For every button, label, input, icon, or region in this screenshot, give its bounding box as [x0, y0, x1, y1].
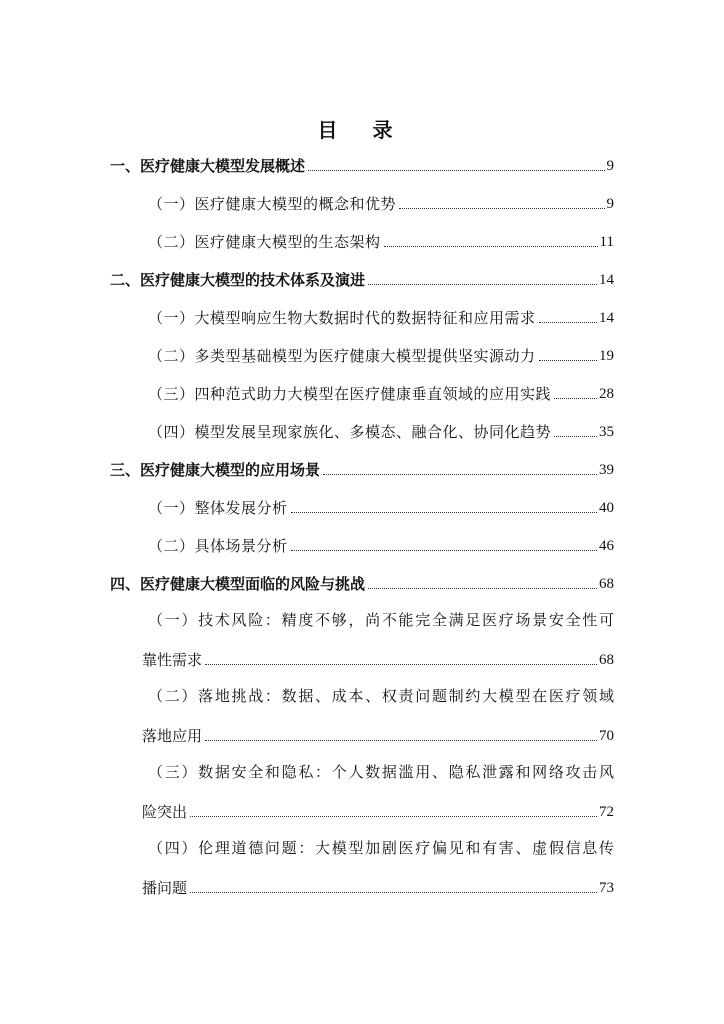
toc-page-number: 40 [599, 500, 614, 516]
toc-entry-2-2[interactable] [148, 342, 614, 366]
toc-leader-dots [539, 360, 597, 361]
toc-entry-4-2-line1[interactable]: （二）落地挑战：数据、成本、权责问题制约大模型在医疗领域 [148, 687, 614, 705]
toc-leader-dots [399, 208, 604, 209]
toc-page-number: 19 [599, 348, 614, 364]
toc-entry-label: （二）具体场景分析 [148, 537, 288, 555]
toc-entry-4-1-line1[interactable]: （一）技术风险：精度不够，尚不能完全满足医疗场景安全性可 [148, 611, 614, 629]
toc-leader-dots [308, 170, 604, 171]
toc-page-number: 14 [599, 310, 614, 326]
toc-entry-section-2[interactable] [110, 266, 614, 290]
toc-page-number: 14 [599, 272, 614, 288]
toc-entry-label: 四、医疗健康大模型面临的风险与挑战 [110, 575, 366, 593]
toc-leader-dots [539, 322, 597, 323]
toc-entry-label: 播问题 [142, 879, 188, 897]
toc-entry-label: 险突出 [142, 803, 188, 821]
toc-page-number: 39 [599, 462, 614, 478]
toc-page-number: 9 [606, 196, 614, 212]
toc-page-number: 46 [599, 538, 614, 554]
toc-page-number: 28 [599, 386, 614, 402]
page-title: 目 录 [317, 118, 407, 142]
toc-entry-label: 三、医疗健康大模型的应用场景 [110, 461, 321, 479]
toc-entry-section-4[interactable] [110, 570, 614, 594]
toc-entry-4-4-line2[interactable] [142, 874, 614, 898]
toc-entry-section-3[interactable] [110, 456, 614, 480]
toc-page-number: 68 [599, 576, 614, 592]
toc-entry-2-1[interactable] [148, 304, 614, 328]
toc-entry-section-1[interactable] [110, 152, 614, 176]
toc-entry-4-2-line2[interactable] [142, 722, 614, 746]
toc-entry-label: （一）整体发展分析 [148, 499, 288, 517]
toc-page-number: 70 [599, 728, 614, 744]
toc-leader-dots [384, 246, 598, 247]
toc-entry-label: 靠性需求 [142, 651, 203, 669]
toc-leader-dots [190, 816, 597, 817]
toc-page-number: 73 [599, 880, 614, 896]
toc-entry-label: （二）医疗健康大模型的生态架构 [148, 233, 381, 251]
toc-entry-4-1-line2[interactable] [142, 646, 614, 670]
toc-entry-label: （三）四种范式助力大模型在医疗健康垂直领域的应用实践 [148, 385, 552, 403]
toc-leader-dots [205, 740, 597, 741]
toc-page-number: 72 [599, 804, 614, 820]
toc-entry-label: 一、医疗健康大模型发展概述 [110, 157, 306, 175]
toc-entry-4-4-line1[interactable]: （四）伦理道德问题：大模型加剧医疗偏见和有害、虚假信息传 [148, 839, 614, 857]
toc-page-number: 9 [606, 158, 614, 174]
toc-leader-dots [205, 664, 597, 665]
toc-leader-dots [368, 284, 597, 285]
toc-leader-dots [368, 588, 597, 589]
toc-entry-label: 落地应用 [142, 727, 203, 745]
toc-entry-3-2[interactable] [148, 532, 614, 556]
toc-leader-dots [190, 892, 597, 893]
toc-entry-label: 二、医疗健康大模型的技术体系及演进 [110, 271, 366, 289]
toc-entry-label: （一）医疗健康大模型的概念和优势 [148, 195, 397, 213]
toc-entry-2-3[interactable] [148, 380, 614, 404]
toc-leader-dots [323, 474, 597, 475]
toc-page-number: 35 [599, 424, 614, 440]
toc-entry-label: （一）大模型响应生物大数据时代的数据特征和应用需求 [148, 309, 536, 327]
toc-entry-label: （四）模型发展呈现家族化、多模态、融合化、协同化趋势 [148, 423, 552, 441]
toc-entry-1-2[interactable] [148, 228, 614, 252]
toc-leader-dots [291, 512, 597, 513]
toc-leader-dots [554, 398, 597, 399]
toc-entry-3-1[interactable] [148, 494, 614, 518]
toc-leader-dots [554, 436, 597, 437]
toc-entry-4-3-line1[interactable]: （三）数据安全和隐私：个人数据滥用、隐私泄露和网络攻击风 [148, 763, 614, 781]
toc-entry-4-3-line2[interactable] [142, 798, 614, 822]
toc-leader-dots [291, 550, 597, 551]
toc-entry-1-1[interactable] [148, 190, 614, 214]
toc-page-number: 68 [599, 652, 614, 668]
toc-entry-label: （二）多类型基础模型为医疗健康大模型提供坚实源动力 [148, 347, 536, 365]
toc-page-number: 11 [599, 234, 614, 250]
toc-entry-2-4[interactable] [148, 418, 614, 442]
